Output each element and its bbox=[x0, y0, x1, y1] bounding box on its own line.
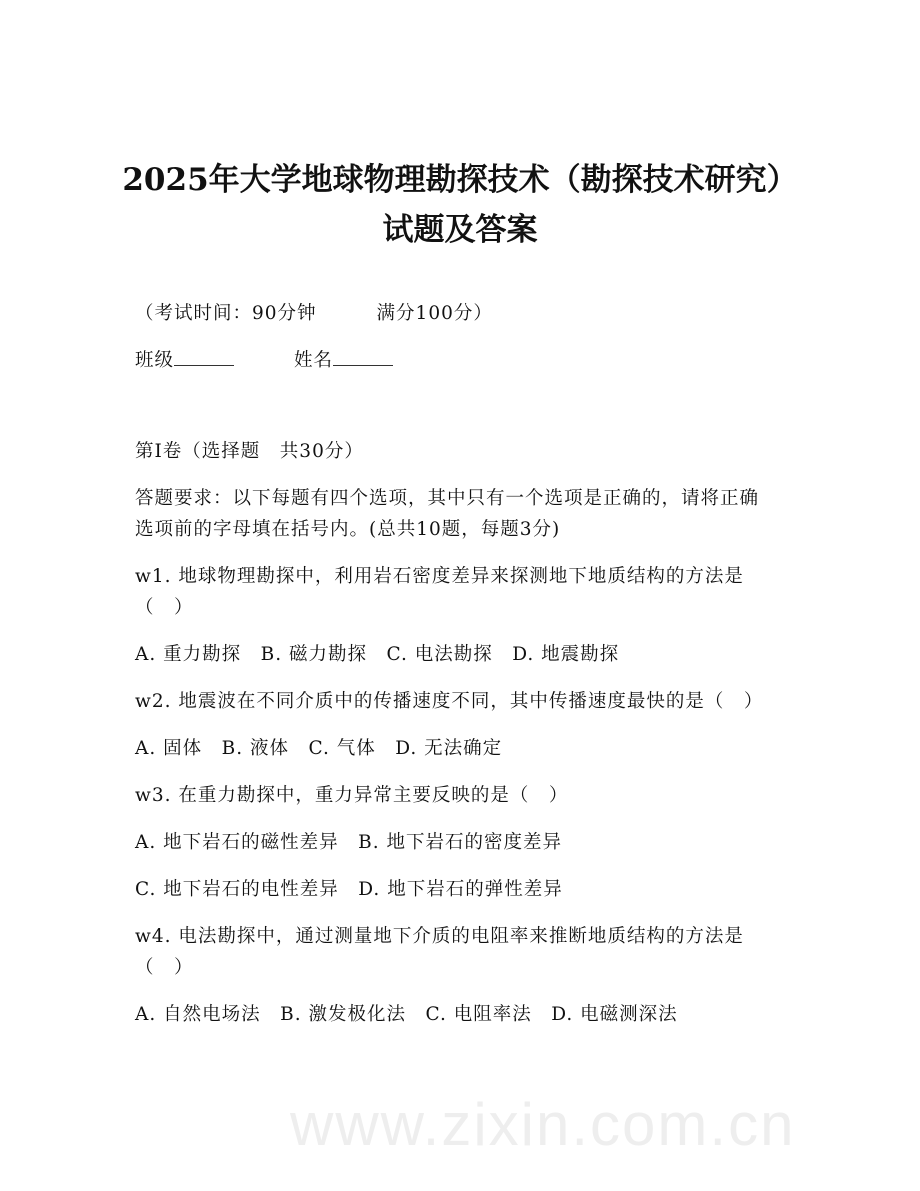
instructions: 答题要求：以下每题有四个选项，其中只有一个选项是正确的，请将正确选项前的字母填在括号内。(总共10题，每题3分) bbox=[135, 488, 760, 540]
name-label: 姓名 bbox=[294, 350, 334, 371]
watermark: www.zixin.com.cn bbox=[290, 1091, 796, 1158]
question-3: w3. 在重力勘探中，重力异常主要反映的是（ ） bbox=[135, 785, 569, 806]
class-blank[interactable] bbox=[174, 347, 234, 366]
exam-full-score: 满分100分） bbox=[376, 303, 493, 324]
student-fields bbox=[135, 345, 770, 376]
question-3-options-ab: A. 地下岩石的磁性差异 B. 地下岩石的密度差异 bbox=[135, 832, 562, 853]
question-2-options: A. 固体 B. 液体 C. 气体 D. 无法确定 bbox=[135, 738, 503, 759]
class-label: 班级 bbox=[135, 350, 175, 371]
name-blank[interactable] bbox=[333, 347, 393, 366]
question-1: w1. 地球物理勘探中，利用岩石密度差异来探测地下地质结构的方法是（ ） bbox=[135, 566, 744, 618]
document-title: 2025年大学地球物理勘探技术（勘探技术研究）试题及答案 bbox=[122, 162, 798, 248]
question-3-options-cd: C. 地下岩石的电性差异 D. 地下岩石的弹性差异 bbox=[135, 879, 563, 900]
exam-info bbox=[135, 298, 770, 329]
question-1-options: A. 重力勘探 B. 磁力勘探 C. 电法勘探 D. 地震勘探 bbox=[135, 644, 620, 665]
section-heading: 第Ⅰ卷（选择题 共30分） bbox=[135, 441, 364, 462]
question-4-options: A. 自然电场法 B. 激发极化法 C. 电阻率法 D. 电磁测深法 bbox=[135, 1004, 678, 1025]
question-2: w2. 地震波在不同介质中的传播速度不同，其中传播速度最快的是（ ） bbox=[135, 691, 764, 712]
document-body bbox=[135, 298, 770, 1046]
exam-time: （考试时间：90分钟 bbox=[135, 303, 317, 324]
question-4: w4. 电法勘探中，通过测量地下介质的电阻率来推断地质结构的方法是（ ） bbox=[135, 926, 744, 978]
